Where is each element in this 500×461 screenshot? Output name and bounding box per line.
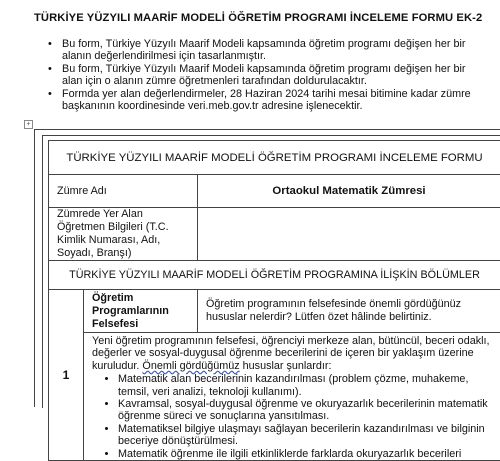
question-text: Öğretim programının felsefesinde önemli gördüğünüz hususlar nelerdir? Lütfen özet hâlinde belirtiniz.	[198, 290, 500, 333]
item-number: 1	[49, 290, 84, 461]
teachers-row	[49, 208, 500, 261]
zumre-value[interactable]: Ortaokul Matematik Zümresi	[198, 175, 500, 208]
answer-point: • Matematik alan becerilerinin kazandırılması (problem çözme, muhakeme, temsil, veri analizi, teknoloji kullanımı).	[118, 373, 492, 398]
teachers-value-cell[interactable]	[198, 208, 500, 261]
answer-intro-tail: hususlar şunlardır:	[243, 360, 332, 372]
question-row	[49, 290, 500, 333]
answer-cell[interactable]	[84, 333, 500, 461]
zumre-row	[49, 175, 500, 208]
document-title: TÜRKİYE YÜZYILI MAARİF MODELİ ÖĞRETİM PROGRAMI İNCELEME FORMU EK-2	[34, 12, 494, 24]
section-heading: TÜRKİYE YÜZYILI MAARİF MODELİ ÖĞRETİM PROGRAMINA İLİŞKİN BÖLÜMLER	[49, 261, 500, 290]
answer-point: • Kavramsal, sosyal-duygusal öğrenme ve okuryazarlık becerilerinin matematik öğrenme süreci ve sonuçlarına yansıtılması.	[118, 398, 492, 423]
answer-intro: Yeni öğretim programının felsefesi, öğrenciyi merkeze alan, bütüncül, beceri odaklı, değerler ve sosyal-duygusal öğrenme becerilerini de içeren bir yaklaşım üzerine kuruludur.	[92, 335, 490, 372]
instruction-item: • Bu form, Türkiye Yüzyılı Maarif Modeli kapsamında öğretim programı değişen her bir alan için o alanın zümre öğretmenleri tarafından doldurulacaktır.	[62, 63, 482, 88]
review-form-table	[48, 140, 500, 461]
spellcheck-phrase: Önemli gördüğümüz	[142, 360, 239, 372]
question-label: Öğretim Programlarının Felsefesi	[84, 290, 198, 333]
section-heading-row	[49, 261, 500, 290]
teachers-label: Zümrede Yer Alan Öğretmen Bilgileri (T.C. Kimlik Numarası, Adı, Soyadı, Branşı)	[49, 208, 198, 261]
zumre-label: Zümre Adı	[49, 175, 198, 208]
instruction-list	[62, 38, 482, 112]
table-move-handle-icon[interactable]: +	[24, 120, 33, 129]
outer-table-frame	[34, 129, 500, 407]
form-heading-row	[49, 141, 500, 175]
answer-row	[49, 333, 500, 461]
instruction-item: • Bu form, Türkiye Yüzyılı Maarif Modeli kapsamında öğretim programı değişen her bir alanın değerlendirilmesi için tasarlanmıştır.	[62, 38, 482, 63]
answer-point: • Matematik öğrenme ile ilgili etkinliklerde farklarda okuryazarlık becerileri	[118, 448, 492, 460]
answer-point: • Matematiksel bilgiye ulaşmayı sağlayan becerilerin kazandırılması ve bilginin beceriye dönüştürülmesi.	[118, 423, 492, 448]
form-heading: TÜRKİYE YÜZYILI MAARİF MODELİ ÖĞRETİM PROGRAMI İNCELEME FORMU	[49, 141, 500, 175]
instruction-item: • Formda yer alan değerlendirmeler, 28 Haziran 2024 tarihi mesai bitimine kadar zümre başkanının koordinesinde veri.meb.gov.tr adresine işlenecektir.	[62, 88, 482, 113]
answer-points	[92, 373, 492, 460]
